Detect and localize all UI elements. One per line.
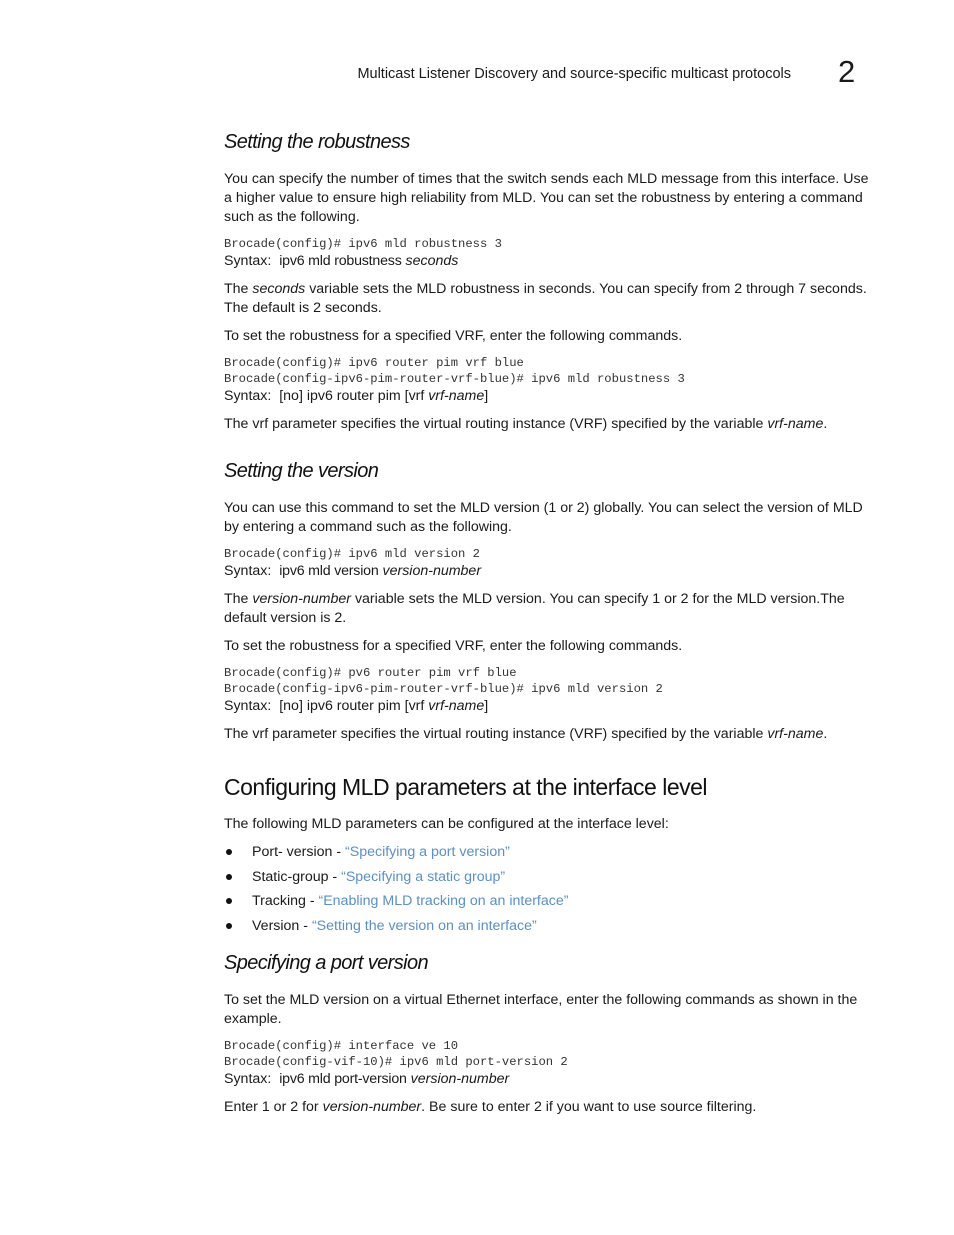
- section-heading-version: Setting the version: [224, 460, 379, 482]
- paragraph: To set the robustness for a specified VRF, enter the following commands.: [224, 328, 683, 344]
- list-item-label: Port- version -: [252, 844, 346, 861]
- syntax-variable: vrf-name: [428, 698, 485, 714]
- syntax-variable: version-number: [410, 1070, 510, 1087]
- paragraph: The vrf parameter specifies the virtual routing instance (VRF) specified by the variable vrf-name.: [224, 416, 828, 432]
- syntax-line: [224, 252, 874, 271]
- text-run: Enter 1 or 2 for: [224, 1098, 319, 1115]
- cross-reference-link[interactable]: “Specifying a port version”: [345, 844, 510, 861]
- code-line: Brocade(config)# ipv6 mld version 2: [224, 547, 480, 561]
- paragraph: The following MLD parameters can be configured at the interface level:: [224, 816, 669, 833]
- chapter-number: 2: [838, 54, 856, 89]
- syntax-keyword: no: [283, 388, 299, 404]
- paragraph: To set the robustness for a specified VRF, enter the following commands.: [224, 638, 683, 654]
- list-item-label: Static-group -: [252, 868, 342, 885]
- cross-reference-link[interactable]: “Setting the version on an interface”: [311, 917, 537, 934]
- bullet-icon: [226, 874, 232, 880]
- paragraph: [224, 590, 874, 628]
- page-header: [0, 54, 954, 94]
- code-line: Brocade(config-vif-10)# ipv6 mld port-version 2: [224, 1054, 568, 1069]
- paragraph: [224, 280, 874, 318]
- syntax-command: ipv6 router pim: [306, 388, 401, 404]
- syntax-label: Syntax:: [224, 563, 272, 579]
- paragraph: The vrf parameter specifies the virtual routing instance (VRF) specified by the variable vrf-name.: [224, 726, 828, 742]
- syntax-line: Syntax: [no] ipv6 router pim [vrf vrf-name]: [224, 388, 489, 404]
- cross-reference-link[interactable]: “Specifying a static group”: [341, 868, 506, 885]
- syntax-variable: vrf-name: [428, 388, 485, 404]
- text-run: variable sets the MLD version. You can specify 1 or 2 for the MLD version.The default version is 2.: [224, 591, 845, 626]
- parameter-list: [224, 843, 874, 936]
- paragraph: To set the MLD version on a virtual Ethernet interface, enter the following commands as shown in the example.: [224, 991, 858, 1027]
- text-run: variable sets the MLD robustness in seconds. You can specify from 2 through 7 seconds. The default is 2 seconds.: [224, 281, 867, 316]
- bullet-icon: [226, 898, 232, 904]
- syntax-keyword: no: [283, 698, 299, 714]
- code-line: Brocade(config)# pv6 router pim vrf blue: [224, 666, 517, 680]
- code-line: Brocade(config-ipv6-pim-router-vrf-blue)# ipv6 mld robustness 3: [224, 372, 685, 386]
- text-run: The: [224, 591, 249, 607]
- variable-term: version-number: [252, 591, 351, 607]
- running-header-title: Multicast Listener Discovery and source-specific multicast protocols: [357, 66, 791, 82]
- keyword-term: vrf: [252, 726, 269, 742]
- section-heading-robustness: Setting the robustness: [224, 131, 410, 153]
- text-run: parameter specifies the virtual routing instance (VRF) specified by the variable: [272, 726, 764, 742]
- code-line: Brocade(config)# interface ve 10: [224, 1038, 459, 1053]
- syntax-command: ipv6 mld port-version: [279, 1070, 407, 1087]
- variable-term: version-number: [322, 1098, 422, 1115]
- list-item: [224, 843, 874, 862]
- syntax-command: ipv6 router pim: [306, 698, 401, 714]
- list-item: [224, 868, 874, 887]
- cross-reference-link[interactable]: “Enabling MLD tracking on an interface”: [318, 893, 569, 910]
- list-item: [224, 892, 874, 911]
- syntax-keyword: vrf: [408, 388, 425, 404]
- text-run: The: [224, 281, 249, 297]
- syntax-keyword: vrf: [408, 698, 425, 714]
- variable-term: vrf-name: [767, 726, 824, 742]
- list-item-label: Tracking -: [252, 893, 319, 910]
- section-heading-port-version: Specifying a port version: [224, 951, 429, 974]
- keyword-term: vrf: [252, 416, 269, 432]
- syntax-label: Syntax:: [224, 1070, 272, 1087]
- syntax-label: Syntax:: [224, 388, 272, 404]
- text-run: . Be sure to enter 2 if you want to use source filtering.: [421, 1098, 757, 1115]
- syntax-variable: seconds: [405, 253, 459, 269]
- syntax-variable: version-number: [382, 563, 482, 579]
- paragraph: [224, 1098, 874, 1117]
- syntax-command: ipv6 mld version: [279, 563, 379, 579]
- variable-term: seconds: [252, 281, 306, 297]
- syntax-label: Syntax:: [224, 253, 272, 269]
- paragraph: You can use this command to set the MLD version (1 or 2) globally. You can select the version of MLD by entering a command such as the following.: [224, 500, 863, 535]
- variable-term: vrf-name: [767, 416, 824, 432]
- syntax-line: [224, 562, 874, 581]
- page-body: [224, 131, 874, 1126]
- bullet-icon: [226, 849, 232, 855]
- code-line: Brocade(config)# ipv6 router pim vrf blue: [224, 356, 524, 370]
- text-run: The: [224, 416, 249, 432]
- syntax-label: Syntax:: [224, 698, 272, 714]
- code-line: Brocade(config-ipv6-pim-router-vrf-blue)# ipv6 mld version 2: [224, 682, 663, 696]
- major-heading-interface-level: Configuring MLD parameters at the interface level: [224, 774, 708, 800]
- syntax-line: Syntax: [no] ipv6 router pim [vrf vrf-name]: [224, 698, 489, 714]
- syntax-command: ipv6 mld robustness: [279, 253, 402, 269]
- list-item: [224, 917, 874, 936]
- paragraph: You can specify the number of times that the switch sends each MLD message from this interface. Use a higher value to ensure high reliability from MLD. You can set the robustness by entering a command such as the following.: [224, 171, 869, 225]
- text-run: parameter specifies the virtual routing instance (VRF) specified by the variable: [272, 416, 764, 432]
- text-run: The: [224, 726, 249, 742]
- syntax-line: [224, 1070, 874, 1089]
- list-item-label: Version -: [252, 917, 312, 934]
- bullet-icon: [226, 923, 232, 929]
- code-line: Brocade(config)# ipv6 mld robustness 3: [224, 237, 502, 251]
